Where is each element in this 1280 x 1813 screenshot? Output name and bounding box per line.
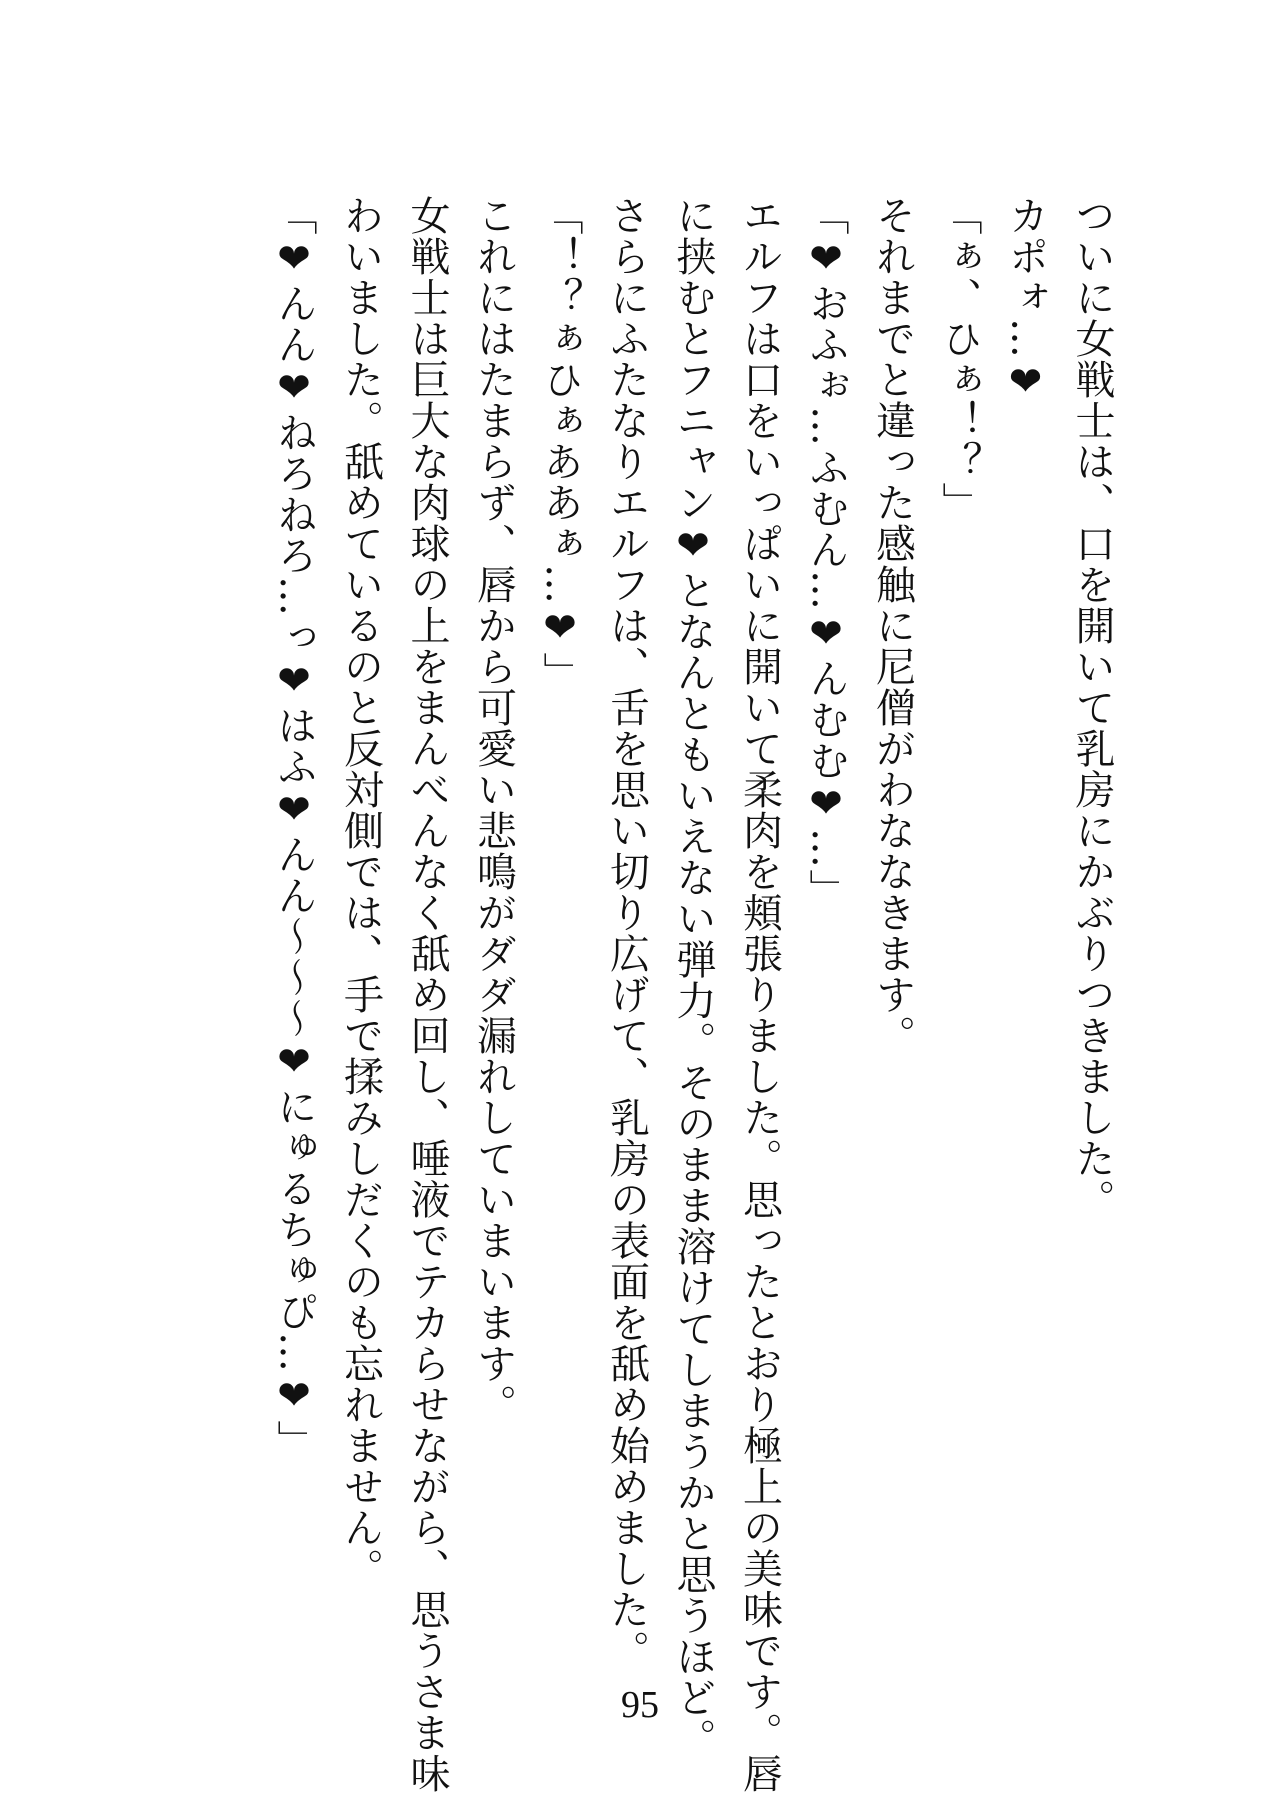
text-line: それまでと違った感触に尼僧がわななきます。 bbox=[869, 195, 916, 1056]
text-line: 「ぁ、ひぁ！？」 bbox=[936, 195, 982, 523]
text-line: 女戦士は巨大な肉球の上をまんべんなく舐め回し、唾液でテカらせながら、思うさま味 bbox=[404, 195, 450, 1794]
text-line: に挟むとフニャン❤となんともいえない弾力。そのまま溶けてしまうかと思うほど。 bbox=[670, 195, 716, 1759]
text-line: わいました。舐めているのと反対側では、手で揉みしだくのも忘れません。 bbox=[337, 195, 384, 1589]
text-line: ついに女戦士は、口を開いて乳房にかぶりつきました。 bbox=[1069, 195, 1115, 1220]
text-line: 「❤おふぉ…ふむん…❤んむむ❤…」 bbox=[803, 195, 849, 910]
text-line: 「！？ぁひぁああぁ…❤」 bbox=[537, 195, 583, 693]
text-line: さらにふたなりエルフは、舌を思い切り広げて、乳房の表面を舐め始めました。 bbox=[603, 195, 650, 1671]
text-line: エルフは口をいっぱいに開いて柔肉を頬張りました。思ったとおり極上の美味です。唇 bbox=[736, 195, 783, 1794]
text-line: 「❤んん❤ねろねろ…っ❤はふ❤んん〜〜〜❤にゅるちゅぴ…❤」 bbox=[271, 195, 317, 1461]
text-line: カポォ…❤ bbox=[1002, 195, 1049, 406]
page-number: 95 bbox=[621, 1684, 659, 1726]
text-line: これにはたまらず、唇から可愛い悲鳴がダダ漏れしていまいます。 bbox=[470, 195, 517, 1425]
